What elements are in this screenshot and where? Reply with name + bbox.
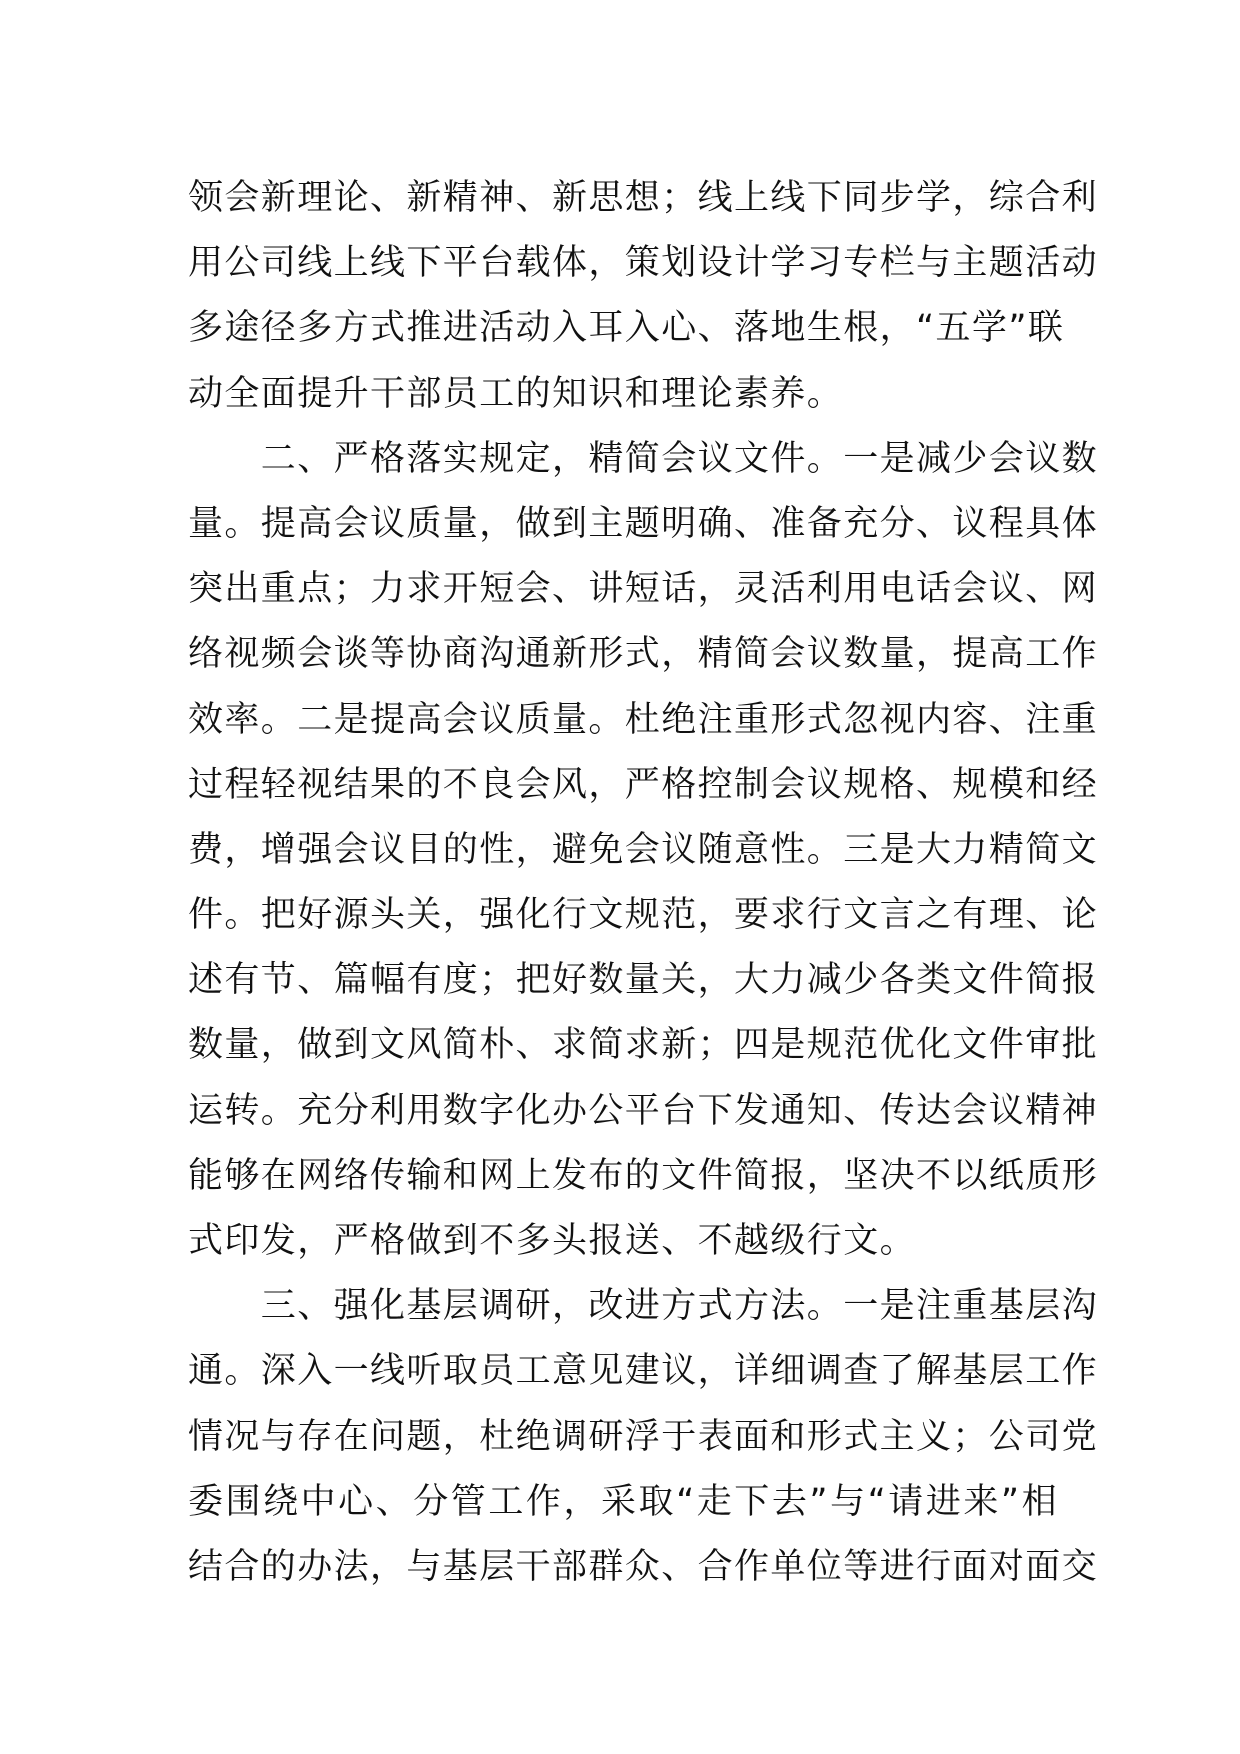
text-line: 二、严格落实规定，精简会议文件。一是减少会议数 <box>188 438 1099 479</box>
text-line: 过程轻视结果的不良会风，严格控制会议规格、规模和经 <box>188 764 1099 805</box>
text-line: 委围绕中心、分管工作，采取“走下去”与“请进来”相 <box>188 1481 1058 1522</box>
text-line: 量。提高会议质量，做到主题明确、准备充分、议程具体 <box>188 503 1099 544</box>
text-line: 通。深入一线听取员工意见建议，详细调查了解基层工作 <box>188 1351 1099 1392</box>
text-line: 络视频会谈等协商沟通新形式，精简会议数量，提高工作 <box>188 634 1099 675</box>
text-line: 件。把好源头关，强化行文规范，要求行文言之有理、论 <box>188 895 1099 936</box>
text-line: 数量，做到文风简朴、求简求新；四是规范优化文件审批 <box>188 1025 1099 1066</box>
text-line: 多途径多方式推进活动入耳入心、落地生根，“五学”联 <box>188 308 1065 349</box>
text-line: 领会新理论、新精神、新思想；线上线下同步学，综合利 <box>188 178 1099 218</box>
text-line: 述有节、篇幅有度；把好数量关，大力减少各类文件简报 <box>188 960 1099 1001</box>
text-line: 式印发，严格做到不多头报送、不越级行文。 <box>188 1221 917 1261</box>
document-body <box>188 166 1099 1600</box>
text-line: 动全面提升干部员工的知识和理论素养。 <box>188 373 844 414</box>
text-line: 费，增强会议目的性，避免会议随意性。三是大力精简文 <box>188 829 1099 870</box>
text-line: 用公司线上线下平台载体，策划设计学习专栏与主题活动 <box>188 243 1099 284</box>
text-line: 三、强化基层调研，改进方式方法。一是注重基层沟 <box>188 1286 1099 1327</box>
text-line: 运转。充分利用数字化办公平台下发通知、传达会议精神 <box>188 1090 1099 1131</box>
text-line: 能够在网络传输和网上发布的文件简报，坚决不以纸质形 <box>188 1155 1099 1196</box>
text-line: 突出重点；力求开短会、讲短话，灵活利用电话会议、网 <box>188 569 1099 610</box>
text-line: 结合的办法，与基层干部群众、合作单位等进行面对面交 <box>188 1546 1099 1587</box>
text-line: 情况与存在问题，杜绝调研浮于表面和形式主义；公司党 <box>188 1416 1099 1457</box>
text-line: 效率。二是提高会议质量。杜绝注重形式忽视内容、注重 <box>188 699 1099 740</box>
